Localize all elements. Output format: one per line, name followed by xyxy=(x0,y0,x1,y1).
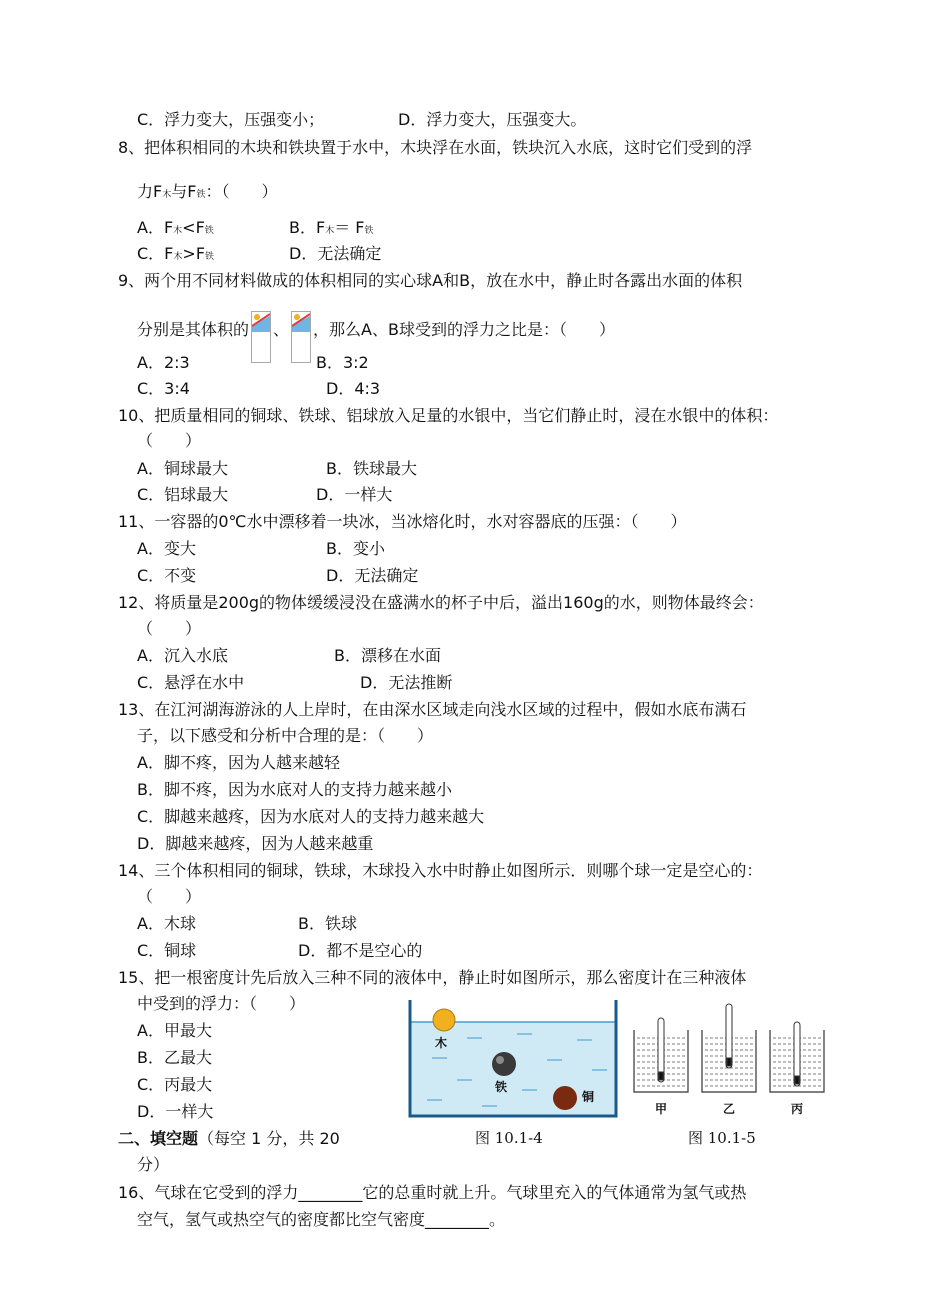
q13-option-b: B．脚不疼，因为水底对人的支持力越来越小 xyxy=(137,780,452,799)
figure-balls-in-water xyxy=(407,1000,619,1120)
copper-label: 铜 xyxy=(582,1090,595,1104)
wood-ball xyxy=(433,1009,455,1031)
q12-paren: （ ） xyxy=(137,619,202,638)
q9-option-b: B．3:2 xyxy=(316,353,369,372)
q13-stem-2: 子，以下感受和分析中合理的是：（ ） xyxy=(137,726,434,745)
figure-2-caption: 图 10.1-5 xyxy=(688,1129,756,1147)
q9-option-d: D．4:3 xyxy=(326,379,381,398)
hydrometer-yi xyxy=(726,1004,732,1068)
q11-option-c: C．不变 xyxy=(137,566,197,585)
q16-line-1: 16、气球在它受到的浮力________它的总重时就上升。气球里充入的气体通常为氢气或热 xyxy=(118,1183,747,1202)
q16-line-2: 空气，氢气或热空气的密度都比空气密度________。 xyxy=(137,1210,506,1229)
q14-option-c: C．铜球 xyxy=(137,941,197,960)
q12-stem: 12、将质量是200g的物体缓缓浸没在盛满水的杯子中后，溢出160g的水，则物体最终会： xyxy=(118,593,764,612)
q8-option-d: D．无法确定 xyxy=(289,244,382,263)
q14-option-b: B．铁球 xyxy=(298,914,357,933)
q14-paren: （ ） xyxy=(137,887,202,906)
q10-option-c: C．铝球最大 xyxy=(137,485,229,504)
q15-option-c: C．丙最大 xyxy=(137,1075,213,1094)
q12-option-c: C．悬浮在水中 xyxy=(137,673,245,692)
figure-1-caption: 图 10.1-4 xyxy=(475,1129,543,1147)
q14-option-a: A．木球 xyxy=(137,914,196,933)
section-2-note: （每空 1 分，共 20 xyxy=(198,1129,340,1148)
q9-stem-2: 分别是其体积的 、 ，那么A、B球受到的浮力之比是：（ ） xyxy=(137,311,615,363)
q12-option-a: A．沉入水底 xyxy=(137,646,228,665)
q10-stem: 10、把质量相同的铜球、铁球、铝球放入足量的水银中，当它们静止时，浸在水银中的体积： xyxy=(118,406,779,425)
fraction-image-placeholder xyxy=(291,311,311,363)
q13-option-c: C．脚越来越疼，因为水底对人的支持力越来越大 xyxy=(137,807,485,826)
q15-stem-2: 中受到的浮力：（ ） xyxy=(137,994,306,1013)
q13-stem: 13、在江河湖海游泳的人上岸时，在由深水区域走向浅水区域的过程中，假如水底布满石 xyxy=(118,700,747,719)
q12-option-b: B．漂移在水面 xyxy=(334,646,441,665)
q15-option-d: D．一样大 xyxy=(137,1102,214,1121)
label-bing: 丙 xyxy=(791,1102,804,1116)
q14-stem: 14、三个体积相同的铜球，铁球，木球投入水中时静止如图所示．则哪个球一定是空心的： xyxy=(118,861,763,880)
section-2-note-2: 分） xyxy=(137,1155,170,1174)
q10-option-b: B．铁球最大 xyxy=(326,459,417,478)
fraction-image-placeholder xyxy=(251,311,271,363)
section-2-heading xyxy=(118,1128,340,1150)
q7-option-c: C．浮力变大，压强变小； xyxy=(137,110,325,129)
label-yi: 乙 xyxy=(723,1102,736,1116)
q12-option-d: D．无法推断 xyxy=(360,673,453,692)
copper-ball xyxy=(553,1086,577,1110)
q9-option-c: C．3:4 xyxy=(137,379,190,398)
q8-option-b: B．F木＝ F铁 xyxy=(289,218,374,237)
q15-option-a: A．甲最大 xyxy=(137,1021,212,1040)
q10-option-a: A．铜球最大 xyxy=(137,459,228,478)
q8-option-a: A．F木<F铁 xyxy=(137,218,214,237)
q10-option-d: D．一样大 xyxy=(316,485,393,504)
q8-stem-2: 力F木与F铁：（ ） xyxy=(137,182,278,201)
q13-option-a: A．脚不疼，因为人越来越轻 xyxy=(137,753,340,772)
q11-option-a: A．变大 xyxy=(137,539,196,558)
q7-option-d: D．浮力变大，压强变大。 xyxy=(398,110,587,129)
q15-stem: 15、把一根密度计先后放入三种不同的液体中，静止时如图所示，那么密度计在三种液体 xyxy=(118,968,747,987)
label-jia: 甲 xyxy=(655,1102,668,1116)
q13-option-d: D．脚越来越疼，因为人越来越重 xyxy=(137,834,374,853)
q9-option-a: A．2:3 xyxy=(137,353,190,372)
q8-stem: 8、把体积相同的木块和铁块置于水中，木块浮在水面，铁块沉入水底，这时它们受到的浮 xyxy=(118,138,753,157)
hydrometer-jia xyxy=(658,1018,664,1082)
section-2-title: 二、填空题 xyxy=(118,1129,199,1148)
q15-option-b: B．乙最大 xyxy=(137,1048,212,1067)
q11-stem: 11、一容器的0℃水中漂移着一块冰，当冰熔化时，水对容器底的压强：（ ） xyxy=(118,512,687,531)
figure-hydrometers xyxy=(632,1000,832,1120)
q11-option-b: B．变小 xyxy=(326,539,385,558)
q11-option-d: D．无法确定 xyxy=(326,566,419,585)
q9-stem: 9、两个用不同材料做成的体积相同的实心球A和B，放在水中，静止时各露出水面的体积 xyxy=(118,271,743,290)
hydrometer-bing xyxy=(794,1022,800,1086)
iron-label: 铁 xyxy=(495,1080,508,1094)
q14-option-d: D．都不是空心的 xyxy=(298,941,423,960)
q10-paren: （ ） xyxy=(137,431,202,450)
wood-label: 木 xyxy=(435,1036,448,1050)
iron-ball xyxy=(492,1052,516,1076)
q8-option-c: C．F木>F铁 xyxy=(137,244,215,263)
